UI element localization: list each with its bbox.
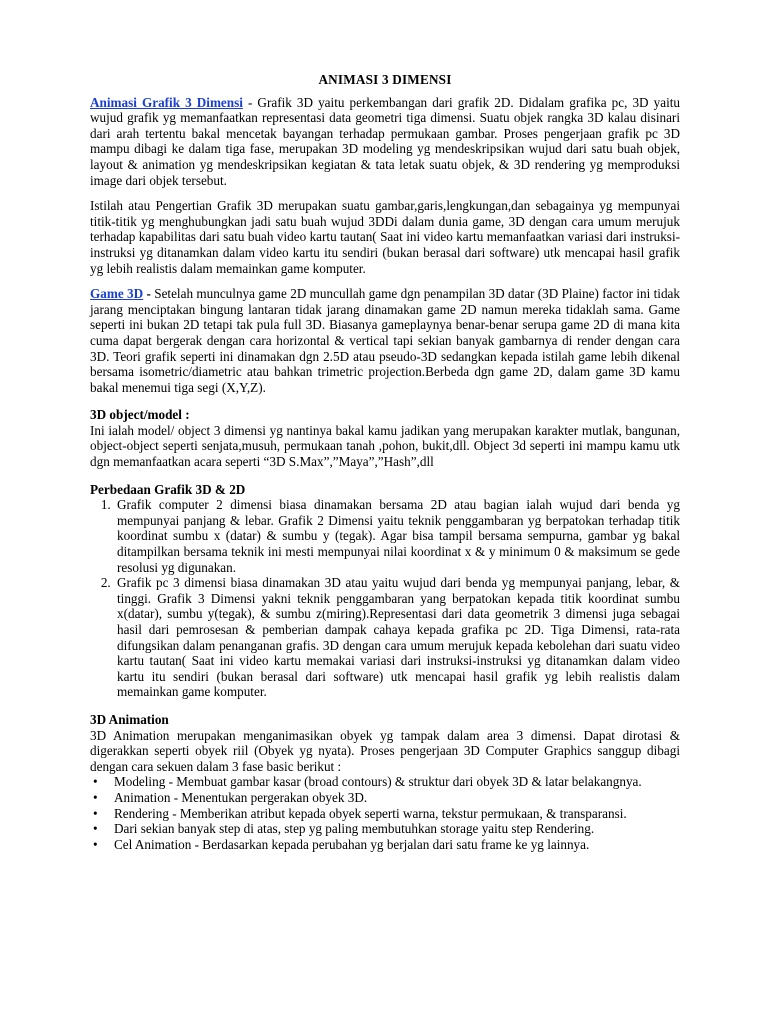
animation-heading: 3D Animation [90,711,169,727]
bullet-dot: • [93,836,98,852]
animation-paragraph: 3D Animation merupakan menganimasikan obyek yg tampak dalam area 3 dimensi. Dapat dirotasi & digerakkan seperti obyek riil (Obyek yg nyata). Proses pengerjaan 3D Computer Graphics sanggup dibagi dengan cara sekuen dalam 3 fase basic berikut : [90,727,680,774]
game-3d-dash: - [143,286,151,302]
bullet-item-cel-animation: • Cel Animation - Berdasarkan kepada perubahan yg berjalan dari satu frame ke yg lainnya. [93,836,590,852]
object-heading: 3D object/model : [90,407,190,423]
animation-bullet-list [90,774,680,852]
bullet-dot: • [93,789,98,805]
intro-text: - Grafik 3D yaitu perkembangan dari grafik 2D. Didalam grafika pc, 3D yaitu wujud grafik yg memanfaatkan representasi data geometri tiga dimensi. Suatu objek rangka 3D kalau disinari dari arah tertentu bakal mencetak bayangan terhadap permukaan gambar. Proses pengerjaan grafik pc 3D mampu dibagi ke dalam tiga fase, merupakan 3D modeling yg mendeskripsikan wujud dari satu buah objek, layout & animation yg mendeskripsikan kegiatan & tata letak suatu objek, & 3D rendering yg memproduksi image dari objek tersebut. [90,94,680,188]
game-3d-paragraph [90,286,680,395]
bullet-item-modeling: • Modeling - Membuat gambar kasar (broad contours) & struktur dari obyek 3D & latar belakangnya. [93,774,642,790]
bullet-dot: • [93,805,98,821]
definition-paragraph: Istilah atau Pengertian Grafik 3D merupakan suatu gambar,garis,lengkungan,dan sebagainya yg mempunyai titik-titik yg menghubungkan jadi satu buah wujud 3DDi dalam dunia game, 3D dengan cara umum merujuk terhadap kapabilitas dari satu buah video kartu tautan( Saat ini video kartu memanfaatkan variasi dari instruksi-instruksi yg ditanamkan dalam video kartu itu sendiri (bukan berasal dari software) utk mencapai hasil grafik yg lebih realistis dalam memainkan game komputer. [90,198,680,276]
bullet-item-storage: • Dari sekian banyak step di atas, step yg paling membutuhkan storage yaitu step Rendering. [93,821,595,837]
bullet-item-animation: • Animation - Menentukan pergerakan obyek 3D. [93,789,368,805]
document-title: ANIMASI 3 DIMENSI [318,72,452,87]
perbedaan-heading: Perbedaan Grafik 3D & 2D [90,481,246,497]
perbedaan-item-2: 2. Grafik pc 3 dimensi biasa dinamakan 3D atau yaitu wujud dari benda yg mempunyai panjang, lebar, & tinggi. Grafik 3 Dimensi yakni teknik penggambaran yang berpatokan kepada titik koordinat sumbu x(datar), sumbu y(tegak), & sumbu z(miring).Representasi dari data geometrik 3 dimensi juga sebagai hasil dari pemrosesan & pemberian dampak cahaya kepada grafika pc 2D. Tiga Dimensi, rata-rata difungsikan dalam penanganan grafis. 3D dengan cara umum merujuk kepada kebolehan dari suatu video kartu tautan( Saat ini video kartu memakai variasi dari instruksi-instruksi yg ditanamkan dalam video kartu itu sendiri (bukan berasal dari software) utk mencapai hasil grafik yg lebih realistis dalam memainkan game komputer. [114,575,680,700]
intro-paragraph [90,95,680,189]
bullet-item-rendering: • Rendering - Memberikan atribut kepada obyek seperti warna, tekstur permukaan, & transparansi. [93,805,627,821]
game-3d-link[interactable]: Game 3D [90,286,144,302]
bullet-dot: • [93,821,98,837]
game-3d-text: Setelah munculnya game 2D muncullah game dgn penampilan 3D datar (3D Plaine) factor ini tidak jarang menciptakan bingung lantaran tidak jarang dinamakan game 2D namun mereka tidaklah sama. Game seperti ini bukan 2D tetapi tak pula full 3D. Biasanya gameplaynya benar-benar serupa game 2D di mana kita cuma dapat bergerak dengan cara horizontal & vertical tapi sekian banyak gambarnya di render dengan cara 3D. Teori grafik seperti ini dinamakan dgn 2.5D atau pseudo-3D sedangkan kepada istilah game lebih dikenal bersama isometric/diametric atau bahkan trimetric projection.Berbeda dgn game 2D, dalam game 3D kamu bakal menemui tiga segi (X,Y,Z). [90,286,680,395]
object-paragraph: Ini ialah model/ object 3 dimensi yg nantinya bakal kamu jadikan yang merupakan karakter mutlak, bangunan, object-object seperti senjata,musuh, permukaan tanah ,pohon, bukit,dll. Object 3d seperti ini mampu kamu utk dgn memanfaatkan acara seperti “3D S.Max”,”Maya”,”Hash”,dll [90,422,680,470]
perbedaan-item-1: 1. Grafik computer 2 dimensi biasa dinamakan bersama 2D atau bagian ialah wujud dari benda yg mempunyai panjang & lebar. Grafik 2 Dimensi yaitu teknik penggambaran yg berpatokan terhadap titik koordinat sumbu x (datar) & sumbu y (tegak). Agar bisa tampil bersama sempurna, gambar yg bakal ditampilkan bersama teknik ini mesti mempunyai nilai koordinat x & y minimum 0 & maksimum se gede resolusi yg digunakan. [114,497,680,575]
bullet-dot: • [93,774,98,790]
perbedaan-list [90,497,680,700]
animasi-grafik-3d-link[interactable]: Animasi Grafik 3 Dimensi [90,94,243,110]
